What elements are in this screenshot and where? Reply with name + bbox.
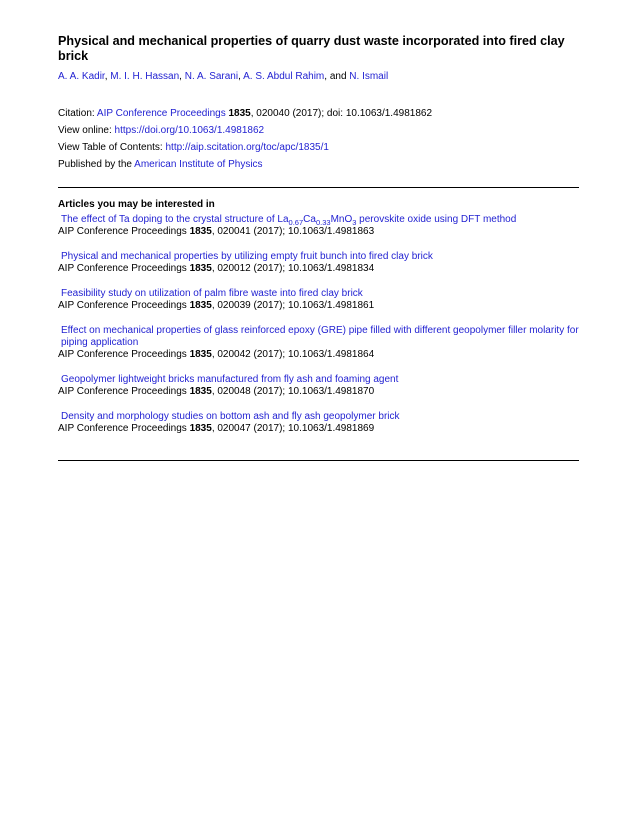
article-link[interactable]: Physical and mechanical properties by utilizing empty fruit bunch into fired clay brick (61, 251, 433, 262)
list-item (58, 411, 580, 435)
volume-number: 1835 (228, 108, 251, 119)
article-citation: AIP Conference Proceedings 1835, 020042 (2017); 10.1063/1.4981864 (58, 349, 375, 360)
list-item (58, 288, 580, 312)
citation-line: Citation: AIP Conference Proceedings 1835, 020040 (2017); doi: 10.1063/1.4981862 (58, 108, 433, 119)
list-item (58, 325, 580, 361)
document-header (58, 34, 580, 173)
list-item (58, 251, 580, 275)
citation-block (58, 105, 580, 173)
article-citation: AIP Conference Proceedings 1835, 020048 (2017); 10.1063/1.4981870 (58, 386, 375, 397)
toc-link[interactable]: http://aip.scitation.org/toc/apc/1835/1 (165, 142, 329, 153)
section-heading: Articles you may be interested in (58, 199, 215, 210)
publisher-link[interactable]: American Institute of Physics (134, 159, 263, 170)
publisher-line: Published by the American Institute of Physics (58, 159, 263, 170)
article-link[interactable]: The effect of Ta doping to the crystal structure of $La_{0.67}Ca_{0.33}MnO_3$ perovskite oxide using DFT method (61, 214, 517, 227)
author-link[interactable]: M. I. H. Hassan (110, 71, 180, 82)
article-link[interactable]: Geopolymer lightweight bricks manufactured from fly ash and foaming agent (61, 374, 399, 385)
article-citation: AIP Conference Proceedings 1835, 020012 (2017); 10.1063/1.4981834 (58, 263, 375, 274)
list-item (58, 214, 580, 238)
view-online-line: View online: https://doi.org/10.1063/1.4981862 (58, 125, 265, 136)
article-citation: AIP Conference Proceedings 1835, 020047 (2017); 10.1063/1.4981869 (58, 423, 375, 434)
article-citation: AIP Conference Proceedings 1835, 020041 (2017); 10.1063/1.4981863 (58, 226, 375, 237)
author-link[interactable]: A. A. Kadir (58, 71, 105, 82)
top-divider (58, 187, 579, 188)
author-link[interactable]: N. A. Sarani (184, 71, 239, 82)
author-list: A. A. Kadir, M. I. H. Hassan, N. A. Sarani, A. S. Abdul Rahim, and N. Ismail (58, 71, 389, 82)
list-item (58, 374, 580, 398)
bottom-divider (58, 460, 579, 461)
article-citation: AIP Conference Proceedings 1835, 020039 (2017); 10.1063/1.4981861 (58, 300, 375, 311)
doi-link[interactable]: https://doi.org/10.1063/1.4981862 (114, 125, 265, 136)
article-link[interactable]: Density and morphology studies on bottom ash and fly ash geopolymer brick (61, 411, 400, 422)
article-link[interactable]: Feasibility study on utilization of palm fibre waste into fired clay brick (61, 288, 363, 299)
journal-link[interactable]: AIP Conference Proceedings (96, 108, 226, 119)
author-link[interactable]: A. S. Abdul Rahim (243, 71, 325, 82)
page-title: Physical and mechanical properties of quarry dust waste incorporated into fired clay brick (58, 34, 565, 63)
related-articles (58, 199, 580, 448)
toc-line: View Table of Contents: http://aip.scitation.org/toc/apc/1835/1 (58, 142, 329, 153)
article-link[interactable]: Effect on mechanical properties of glass reinforced epoxy (GRE) pipe filled with different geopolymer filler molarity for piping application (61, 325, 579, 348)
author-link[interactable]: N. Ismail (349, 71, 389, 82)
